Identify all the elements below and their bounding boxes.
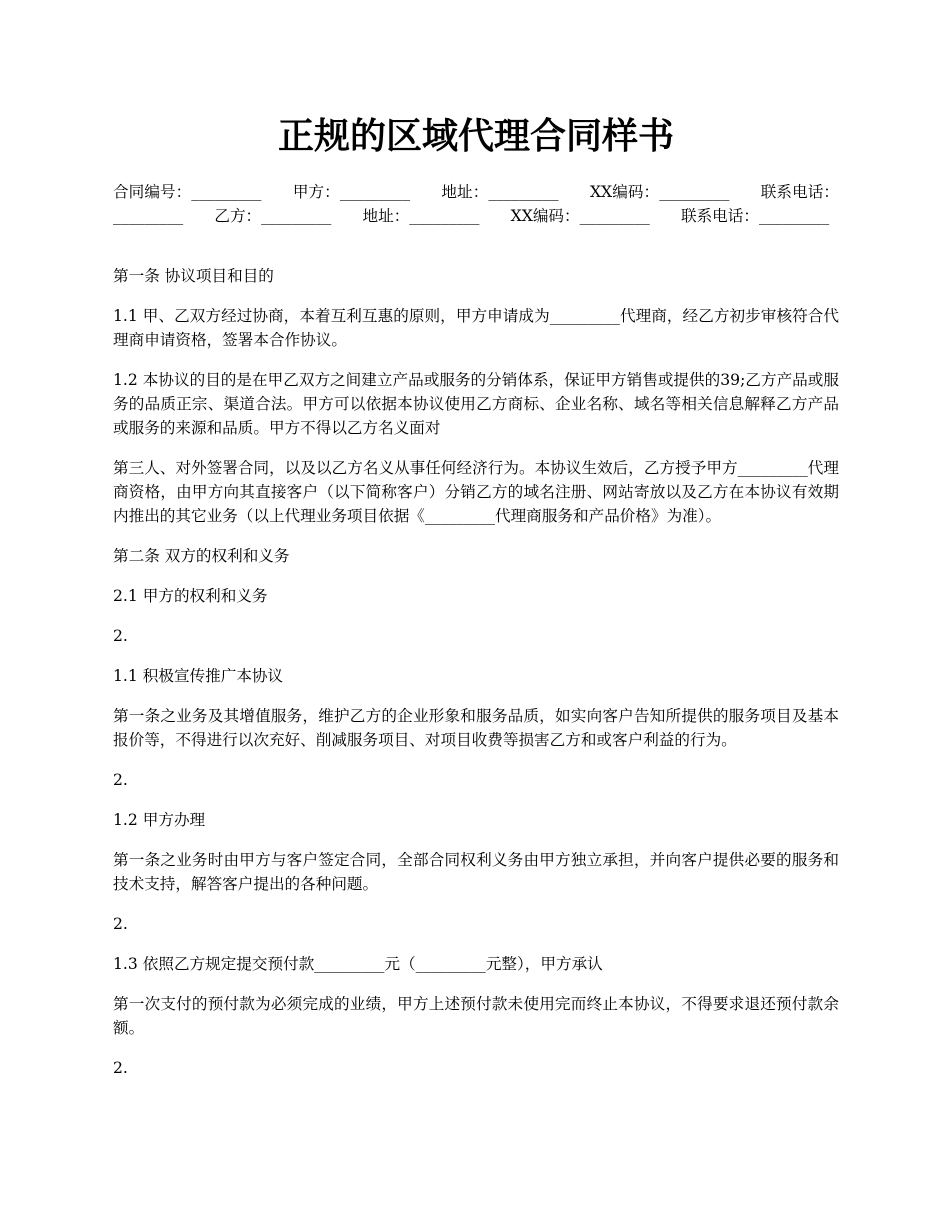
document-title: 正规的区域代理合同样书 xyxy=(277,115,674,157)
section-number: 2. xyxy=(113,915,128,933)
clause-1-2-handling: 1.2 甲方办理 xyxy=(113,811,206,829)
article-1-heading: 第一条 协议项目和目的 xyxy=(113,267,274,285)
clause-1-2: 1.2 本协议的目的是在甲乙双方之间建立产品或服务的分销体系，保证甲方销售或提供的39;乙方产品或服务的品质正宗、渠道合法。甲方可以依据本协议使用乙方商标、企业名称、域名等相关信息解释乙方产品或服务的来源和品质。甲方不得以乙方名义面对 xyxy=(113,371,839,437)
contract-header-fields: 合同编号：_________ 甲方：_________ 地址：_________ XX编码：_________ 联系电话：_________ 乙方：_________ 地址：_________ XX编码：_________ 联系电话：_________ xyxy=(113,183,839,225)
clause-2-1-heading: 2.1 甲方的权利和义务 xyxy=(113,587,268,605)
clause-1-1-promotion: 1.1 积极宣传推广本协议 xyxy=(113,667,284,685)
clause-promotion-body: 第一条之业务及其增值服务，维护乙方的企业形象和服务品质，如实向客户告知所提供的服务项目及基本报价等，不得进行以次充好、削减服务项目、对项目收费等损害乙方和或客户利益的行为。 xyxy=(113,707,839,749)
clause-prepayment-body: 第一次支付的预付款为必须完成的业绩，甲方上述预付款未使用完而终止本协议，不得要求退还预付款余额。 xyxy=(113,995,839,1037)
clause-1-3-prepayment: 1.3 依照乙方规定提交预付款_________元（_________元整），甲方承认 xyxy=(113,955,603,973)
document-body xyxy=(113,264,839,1096)
article-2-heading: 第二条 双方的权利和义务 xyxy=(113,547,290,565)
section-number: 2. xyxy=(113,771,128,789)
clause-1-2-continued: 第三人、对外签署合同，以及以乙方名义从事任何经济行为。本协议生效后，乙方授予甲方_________代理商资格，由甲方向其直接客户（以下简称客户）分销乙方的域名注册、网站寄放以及乙方在本协议有效期内推出的其它业务（以上代理业务项目依据《_________代理商服务和产品价格》为准）。 xyxy=(113,459,839,525)
clause-1-1: 1.1 甲、乙双方经过协商，本着互利互惠的原则，甲方申请成为_________代理商，经乙方初步审核符合代理商申请资格，签署本合作协议。 xyxy=(113,307,839,349)
section-number: 2. xyxy=(113,1059,128,1077)
clause-handling-body: 第一条之业务时由甲方与客户签定合同，全部合同权利义务由甲方独立承担，并向客户提供必要的服务和技术支持，解答客户提出的各种问题。 xyxy=(113,851,839,893)
section-number: 2. xyxy=(113,627,128,645)
